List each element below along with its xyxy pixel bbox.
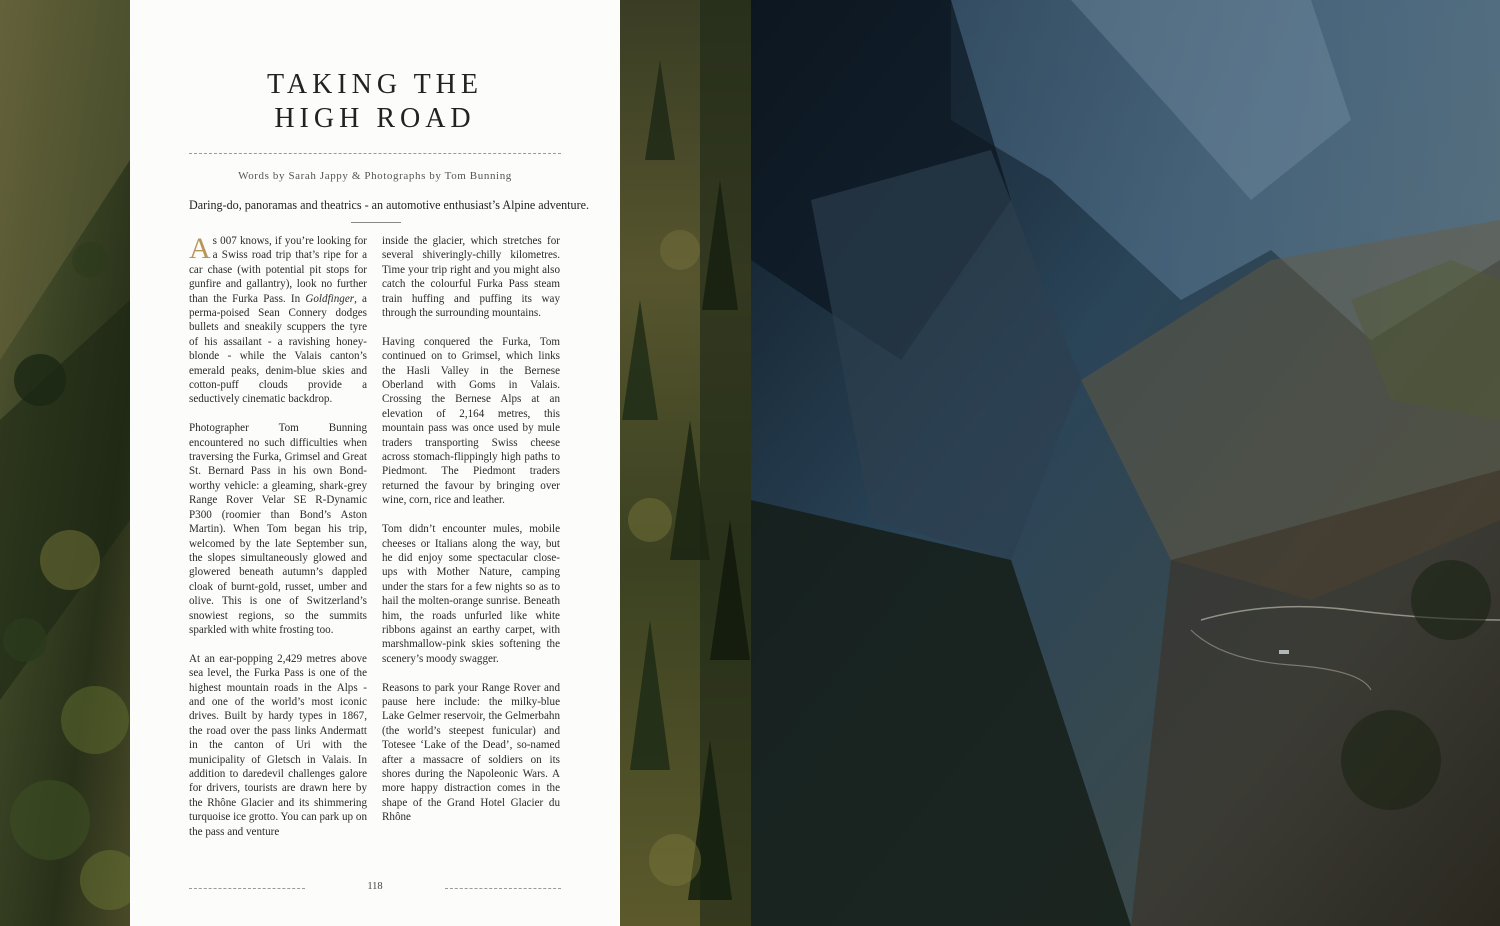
body-paragraph: Tom didn’t encounter mules, mobile cheeses or Italians along the way, but he did enjoy some spectacular close-ups with Mother Nature, camping under the stars for a few nights so as to hail the molten-orange sunrise. Beneath him, the roads unfurled like white ribbons against an earthy carpet, with marshmallow-pink skies softening the scenery’s moody swagger. [382,523,560,665]
drop-cap: A [189,232,211,265]
article-title [130,68,620,136]
paragraph-text: s 007 knows, if you’re looking for a Swiss road trip that’s ripe for a car chase (with potential pit stops for gunfire and gallantry), look no further than the Furka Pass. In [189,235,367,305]
article-page [130,0,620,926]
forest-photo-left [0,0,130,926]
film-title: Goldfinger [305,292,355,305]
body-paragraph [189,234,367,407]
body-column-left [189,234,367,853]
body-paragraph: Reasons to park your Range Rover and pause here include: the milky-blue Lake Gelmer reservoir, the Gelmerbahn (the world’s steepest funicular) and Totesee ‘Lake of the Dead’, so-named after a massacre of soldiers on its shores during the Napoleonic Wars. A more happy distraction comes in the shape of the Grand Hotel Glacier du Rhône [382,681,560,824]
forest-photo-middle [620,0,751,926]
standfirst-rule [351,222,401,223]
forest-trees-image [620,0,751,926]
body-paragraph: inside the glacier, which stretches for several shiveringly-chilly kilometres. Time your trip right and you might also catch the colourful Furka Pass steam train huffing and puffing its way through the surrounding mountains. [382,235,560,320]
body-paragraph: Having conquered the Furka, Tom continued on to Grimsel, which links the Hasli Valley in the Bernese Oberland with Goms in Valais. Crossing the Bernese Alps at an elevation of 2,164 metres, this mountain pass was once used by mule traders transporting Swiss cheese across stomach-flippingly high paths to Piedmont. The Piedmont traders returned the favour by bringing over wine, corn, rice and leather. [382,335,560,507]
forest-slope-image [0,0,130,926]
footer-divider-right [445,888,561,889]
mountain-landscape-image [751,0,1500,926]
title-line-1: TAKING THE [267,69,483,100]
body-paragraph: Photographer Tom Bunning encountered no such difficulties when traversing the Furka, Grimsel and Great St. Bernard Pass in his own Bond-worthy vehicle: a gleaming, shark-grey Range Rover Velar SE R-Dynamic P300 (roomier than Bond’s Aston Martin). When Tom began his trip, welcomed by the late September sun, the slopes simultaneously glowed and glowered beneath autumn’s dappled cloak of burnt-gold, russet, umber and olive. This is one of Switzerland’s snowiest regions, so the summits sparkled with white frosting too. [189,422,367,636]
title-divider [189,153,561,154]
body-paragraph: At an ear-popping 2,429 metres above sea level, the Furka Pass is one of the highest mountain roads in the Alps - and one of the world’s most iconic drives. Built by hardy types in 1867, the road over the pass links Andermatt in the canton of Uri with the municipality of Gletsch in Valais. In addition to daredevil challenges galore for drivers, tourists are drawn here by the Rhône Glacier and its shimmering turquoise ice grotto. You can park up on the pass and venture [189,652,367,838]
mountain-photo [751,0,1500,926]
byline: Words by Sarah Jappy & Photographs by Tom Bunning [238,170,512,182]
paragraph-text: , a perma-poised Sean Connery dodges bullets and sneakily scuppers the tyre of his assailant - a ravishing honey-blonde - while the Valais canton’s emerald peaks, denim-blue skies and cotton-puff clouds provide a seductively cinematic backdrop. [189,292,367,406]
standfirst: Daring-do, panoramas and theatrics - an automotive enthusiast’s Alpine adventure. [189,198,589,212]
page-number: 118 [367,881,383,892]
title-line-2: HIGH ROAD [274,103,476,134]
body-column-right [382,234,560,839]
